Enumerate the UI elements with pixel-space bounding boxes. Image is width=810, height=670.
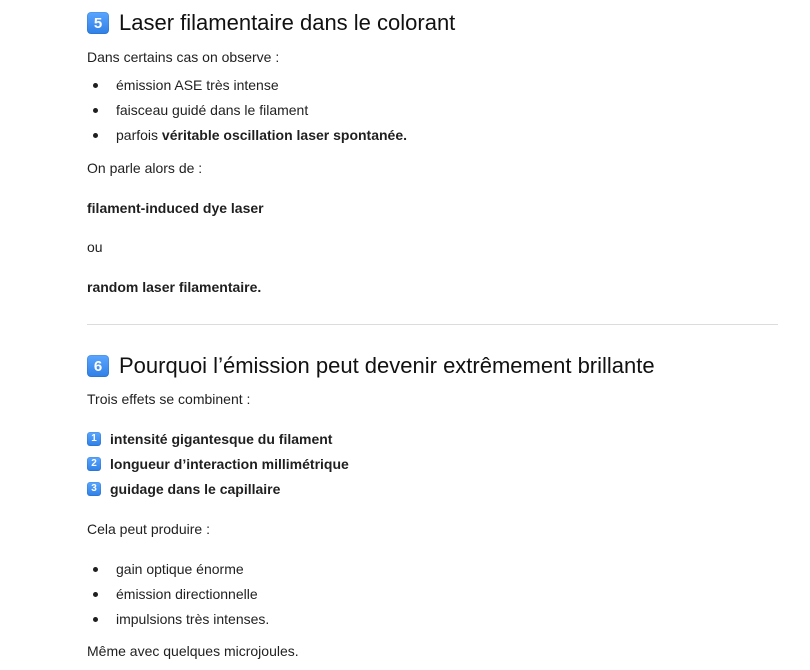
effect-text: longueur d’interaction millimétrique xyxy=(110,456,349,472)
list-item-prefix: parfois xyxy=(116,127,162,143)
keycap-5-icon: 5 xyxy=(87,12,109,34)
section-5-heading xyxy=(87,8,455,38)
effect-item xyxy=(87,454,349,474)
list-item: impulsions très intenses. xyxy=(87,609,269,629)
or-text: ou xyxy=(87,239,103,255)
keycap-6-icon: 6 xyxy=(87,355,109,377)
section-6-title: Pourquoi l’émission peut devenir extrêmement brillante xyxy=(119,353,655,378)
section-divider xyxy=(87,324,778,325)
list-item-bold: véritable oscillation laser spontanée. xyxy=(161,127,408,143)
observation-list xyxy=(87,75,407,145)
keycap-2-icon: 2 xyxy=(87,457,101,471)
effect-item xyxy=(87,429,349,449)
keycap-1-icon: 1 xyxy=(87,432,101,446)
section-5-intro: Dans certains cas on observe : xyxy=(87,49,280,65)
section-6-intro: Trois effets se combinent : xyxy=(87,391,251,407)
produce-text: Cela peut produire : xyxy=(87,521,210,537)
results-list xyxy=(87,559,269,629)
effect-item xyxy=(87,479,349,499)
section-6-heading xyxy=(87,351,655,381)
list-item: émission ASE très intense xyxy=(87,75,407,95)
term-random-laser: random laser filamentaire. xyxy=(87,279,262,295)
effect-text: intensité gigantesque du filament xyxy=(110,431,333,447)
term-filament-dye-laser: filament-induced dye laser xyxy=(87,200,264,216)
section-5-title: Laser filamentaire dans le colorant xyxy=(119,10,456,35)
effects-list xyxy=(87,429,349,499)
list-item: faisceau guidé dans le filament xyxy=(87,100,407,120)
list-item: gain optique énorme xyxy=(87,559,269,579)
speak-text: On parle alors de : xyxy=(87,160,203,176)
effect-text: guidage dans le capillaire xyxy=(110,481,281,497)
list-item xyxy=(87,125,407,145)
list-item: émission directionnelle xyxy=(87,584,269,604)
closing-text: Même avec quelques microjoules. xyxy=(87,643,299,659)
keycap-3-icon: 3 xyxy=(87,482,101,496)
